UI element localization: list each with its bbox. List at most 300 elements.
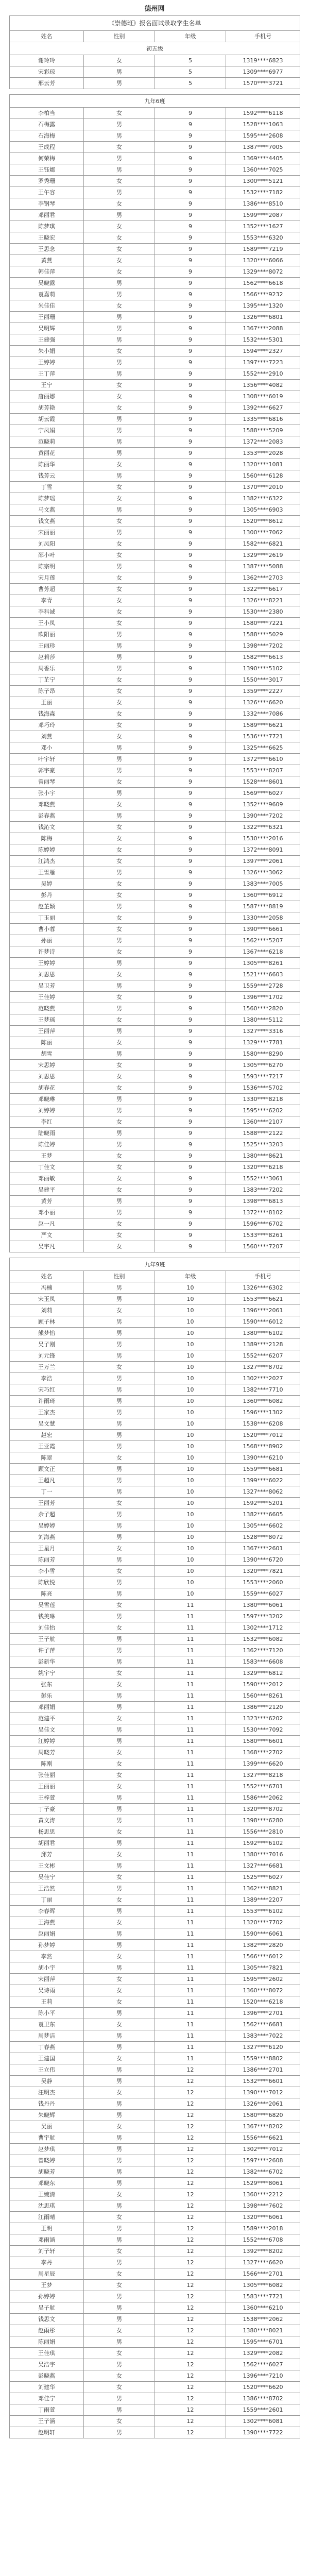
table-row bbox=[10, 1690, 300, 1702]
student-gender: 男 bbox=[84, 357, 155, 368]
student-gender: 女 bbox=[84, 2121, 155, 2132]
student-name: 赵明轩 bbox=[10, 2427, 84, 2438]
student-phone: 1380****6102 bbox=[226, 1328, 300, 1339]
student-name: 王亚霞 bbox=[10, 1441, 84, 1452]
student-name: 陈子昂 bbox=[10, 686, 84, 697]
student-phone: 1330****2058 bbox=[226, 912, 300, 924]
table-row bbox=[10, 1173, 300, 1184]
student-grade: 9 bbox=[155, 448, 226, 459]
student-name: 姚宇宁 bbox=[10, 1668, 84, 1679]
student-grade: 9 bbox=[155, 799, 226, 810]
table-row bbox=[10, 108, 300, 119]
student-gender: 男 bbox=[84, 1048, 155, 1060]
table-row bbox=[10, 1105, 300, 1116]
student-grade: 10 bbox=[155, 1543, 226, 1554]
student-grade: 9 bbox=[155, 742, 226, 754]
student-grade: 12 bbox=[155, 2189, 226, 2200]
student-gender: 男 bbox=[84, 1328, 155, 1339]
student-phone: 1329****2619 bbox=[226, 550, 300, 561]
student-name: 江雨晴 bbox=[10, 2212, 84, 2223]
table-row bbox=[10, 2280, 300, 2291]
table-row bbox=[10, 1679, 300, 1690]
student-name: 邓雨涵 bbox=[10, 2234, 84, 2246]
student-phone: 1326****8221 bbox=[226, 595, 300, 606]
table-row bbox=[10, 1441, 300, 1452]
student-name: 吴子刚 bbox=[10, 1339, 84, 1350]
table-row bbox=[10, 346, 300, 357]
student-phone: 1583****6608 bbox=[226, 1656, 300, 1668]
table-row bbox=[10, 595, 300, 606]
student-name: 陈小平 bbox=[10, 2008, 84, 2019]
student-grade: 10 bbox=[155, 1430, 226, 1441]
student-phone: 1323****6202 bbox=[226, 1713, 300, 1724]
table-row bbox=[10, 1928, 300, 1940]
student-gender: 男 bbox=[84, 278, 155, 289]
student-name: 赵一凡 bbox=[10, 1218, 84, 1230]
student-grade: 11 bbox=[155, 1826, 226, 1838]
student-grade: 10 bbox=[155, 1373, 226, 1384]
student-phone: 1326****2061 bbox=[226, 2098, 300, 2110]
student-phone: 1362****8821 bbox=[226, 1883, 300, 1894]
student-gender: 男 bbox=[84, 2132, 155, 2144]
student-name: 邵小叶 bbox=[10, 550, 84, 561]
student-name: 王家杰 bbox=[10, 1407, 84, 1418]
student-gender: 男 bbox=[84, 1588, 155, 1600]
student-grade: 9 bbox=[155, 493, 226, 504]
table-row bbox=[10, 958, 300, 969]
student-grade: 11 bbox=[155, 1781, 226, 1792]
student-gender: 女 bbox=[84, 391, 155, 402]
student-name: 顾子林 bbox=[10, 1316, 84, 1328]
table-row bbox=[10, 527, 300, 538]
table-row bbox=[10, 1917, 300, 1928]
table-row bbox=[10, 504, 300, 516]
student-phone: 1327****8702 bbox=[226, 1362, 300, 1373]
table-row bbox=[10, 1860, 300, 1872]
student-name: 王思念 bbox=[10, 244, 84, 255]
student-name: 胡云霞 bbox=[10, 414, 84, 425]
student-name: 胡芳艳 bbox=[10, 402, 84, 414]
student-grade: 11 bbox=[155, 2008, 226, 2019]
table-row bbox=[10, 1339, 300, 1350]
student-phone: 1580****6601 bbox=[226, 1736, 300, 1747]
student-phone: 1592****5201 bbox=[226, 1498, 300, 1509]
table-row bbox=[10, 380, 300, 391]
table-row bbox=[10, 1241, 300, 1252]
student-name: 杨思思 bbox=[10, 1826, 84, 1838]
student-name: 丁一 bbox=[10, 1486, 84, 1498]
student-grade: 9 bbox=[155, 289, 226, 300]
student-name: 吴婷婷 bbox=[10, 1520, 84, 1532]
student-gender: 女 bbox=[84, 731, 155, 742]
student-name: 曾丽琴 bbox=[10, 776, 84, 788]
student-grade: 12 bbox=[155, 2144, 226, 2155]
student-gender: 男 bbox=[84, 436, 155, 448]
student-grade: 9 bbox=[155, 1105, 226, 1116]
student-grade: 10 bbox=[155, 1532, 226, 1543]
student-gender: 男 bbox=[84, 1105, 155, 1116]
student-phone: 1327****6681 bbox=[226, 1860, 300, 1872]
table-row bbox=[10, 1656, 300, 1668]
table-row bbox=[10, 2416, 300, 2427]
table-row bbox=[10, 2234, 300, 2246]
student-phone: 1562****6027 bbox=[226, 2359, 300, 2370]
student-name: 陈欣悦 bbox=[10, 1577, 84, 1588]
student-phone: 1552****6207 bbox=[226, 1350, 300, 1362]
student-phone: 1360****6082 bbox=[226, 1396, 300, 1407]
table-row bbox=[10, 1218, 300, 1230]
student-gender: 女 bbox=[84, 2087, 155, 2098]
student-name: 罗秀珊 bbox=[10, 176, 84, 187]
table-row bbox=[10, 1128, 300, 1139]
student-gender: 男 bbox=[84, 2178, 155, 2189]
student-phone: 1305****6903 bbox=[226, 504, 300, 516]
student-phone: 1553****8207 bbox=[226, 765, 300, 776]
student-gender: 女 bbox=[84, 1917, 155, 1928]
table-row bbox=[10, 1894, 300, 1906]
student-phone: 1398****7602 bbox=[226, 2200, 300, 2212]
student-grade: 10 bbox=[155, 1396, 226, 1407]
student-name: 彭新华 bbox=[10, 1656, 84, 1668]
student-grade: 11 bbox=[155, 1849, 226, 1860]
student-grade: 11 bbox=[155, 1894, 226, 1906]
student-grade: 9 bbox=[155, 1037, 226, 1048]
student-phone: 1580****7221 bbox=[226, 618, 300, 629]
student-grade: 9 bbox=[155, 810, 226, 822]
student-gender: 男 bbox=[84, 2042, 155, 2053]
student-grade: 10 bbox=[155, 1316, 226, 1328]
student-gender: 男 bbox=[84, 1094, 155, 1105]
student-name: 李柏当 bbox=[10, 108, 84, 119]
student-grade: 10 bbox=[155, 1452, 226, 1464]
student-gender: 女 bbox=[84, 1985, 155, 1996]
student-name: 吴明辉 bbox=[10, 323, 84, 334]
student-grade: 11 bbox=[155, 1872, 226, 1883]
student-phone: 1599****2087 bbox=[226, 210, 300, 221]
student-gender: 男 bbox=[84, 2427, 155, 2438]
table-row bbox=[10, 425, 300, 436]
student-grade: 9 bbox=[155, 278, 226, 289]
student-gender: 女 bbox=[84, 969, 155, 980]
table-row bbox=[10, 2189, 300, 2200]
table-row bbox=[10, 822, 300, 833]
student-name: 欧阳丽 bbox=[10, 629, 84, 640]
table-row bbox=[10, 1384, 300, 1396]
table-row bbox=[10, 742, 300, 754]
table-row bbox=[10, 1951, 300, 1962]
student-name: 许子萍 bbox=[10, 1645, 84, 1656]
table-row bbox=[10, 1577, 300, 1588]
student-name: 陈丽娟 bbox=[10, 2336, 84, 2348]
table-row bbox=[10, 618, 300, 629]
student-grade: 11 bbox=[155, 1622, 226, 1634]
student-gender: 男 bbox=[84, 448, 155, 459]
student-gender: 男 bbox=[84, 2030, 155, 2042]
table-row bbox=[10, 312, 300, 323]
student-phone: 1529****8061 bbox=[226, 2178, 300, 2189]
student-name: 邓丽敏 bbox=[10, 1173, 84, 1184]
student-gender: 女 bbox=[84, 2246, 155, 2257]
student-phone: 1562****6618 bbox=[226, 278, 300, 289]
student-gender: 男 bbox=[84, 1815, 155, 1826]
student-name: 吴卫芳 bbox=[10, 980, 84, 992]
student-grade: 9 bbox=[155, 867, 226, 878]
student-phone: 1320****6066 bbox=[226, 255, 300, 266]
student-gender: 男 bbox=[84, 2110, 155, 2121]
student-phone: 1368****2702 bbox=[226, 1747, 300, 1758]
student-grade: 9 bbox=[155, 1196, 226, 1207]
student-gender: 男 bbox=[84, 2223, 155, 2234]
student-phone: 1380****5112 bbox=[226, 1014, 300, 1026]
student-name: 朱小娟 bbox=[10, 346, 84, 357]
student-grade: 9 bbox=[155, 674, 226, 686]
student-name: 范晓莉 bbox=[10, 436, 84, 448]
student-phone: 1560****7207 bbox=[226, 1241, 300, 1252]
student-gender: 男 bbox=[84, 1792, 155, 1804]
student-grade: 9 bbox=[155, 572, 226, 584]
student-phone: 1326****6302 bbox=[226, 1282, 300, 1294]
student-name: 吴建平 bbox=[10, 1184, 84, 1196]
student-gender: 女 bbox=[84, 799, 155, 810]
student-name: 王小凤 bbox=[10, 618, 84, 629]
student-name: 汪明杰 bbox=[10, 2087, 84, 2098]
student-gender: 女 bbox=[84, 584, 155, 595]
student-gender: 女 bbox=[84, 595, 155, 606]
student-name: 吴诗雨 bbox=[10, 1985, 84, 1996]
student-name: 丁子豪 bbox=[10, 1804, 84, 1815]
student-phone: 1592****6118 bbox=[226, 108, 300, 119]
table-row bbox=[10, 1475, 300, 1486]
student-phone: 1327****6620 bbox=[226, 2257, 300, 2268]
student-grade: 11 bbox=[155, 1951, 226, 1962]
student-name: 赵宏 bbox=[10, 1430, 84, 1441]
table-row bbox=[10, 2098, 300, 2110]
table-row bbox=[10, 674, 300, 686]
student-grade: 12 bbox=[155, 2212, 226, 2223]
student-gender: 女 bbox=[84, 2382, 155, 2393]
student-gender: 女 bbox=[84, 2189, 155, 2200]
column-header-row bbox=[10, 1271, 300, 1282]
student-name: 李春晖 bbox=[10, 1906, 84, 1917]
student-grade: 9 bbox=[155, 1207, 226, 1218]
student-phone: 1329****7781 bbox=[226, 1037, 300, 1048]
student-gender: 男 bbox=[84, 1883, 155, 1894]
student-grade: 11 bbox=[155, 1634, 226, 1645]
student-name: 丁春燕 bbox=[10, 2042, 84, 2053]
student-name: 吴雪莲 bbox=[10, 1600, 84, 1611]
student-gender: 男 bbox=[84, 1128, 155, 1139]
student-name: 刘佳怡 bbox=[10, 1622, 84, 1634]
table-row bbox=[10, 1588, 300, 1600]
column-header-name: 姓名 bbox=[10, 1271, 84, 1282]
table-row bbox=[10, 720, 300, 731]
student-phone: 1589****6621 bbox=[226, 720, 300, 731]
student-name: 吴浩宇 bbox=[10, 2359, 84, 2370]
table-row bbox=[10, 1883, 300, 1894]
student-phone: 1319****6823 bbox=[226, 55, 300, 66]
student-grade: 10 bbox=[155, 1486, 226, 1498]
student-name: 丁雨萱 bbox=[10, 2404, 84, 2416]
student-name: 王梦瑶 bbox=[10, 1014, 84, 1026]
student-phone: 1372****8102 bbox=[226, 1207, 300, 1218]
student-name: 宋丽丽 bbox=[10, 527, 84, 538]
student-name: 王婷婷 bbox=[10, 357, 84, 368]
student-name: 宋月莲 bbox=[10, 572, 84, 584]
table-row bbox=[10, 1962, 300, 1974]
student-name: 彭晓燕 bbox=[10, 2370, 84, 2382]
table-row bbox=[10, 2427, 300, 2438]
student-gender: 女 bbox=[84, 1872, 155, 1883]
student-gender: 男 bbox=[84, 289, 155, 300]
student-name: 邓晓琳 bbox=[10, 1094, 84, 1105]
student-phone: 1308****6019 bbox=[226, 391, 300, 402]
student-gender: 女 bbox=[84, 538, 155, 550]
student-gender: 女 bbox=[84, 1498, 155, 1509]
student-gender: 女 bbox=[84, 55, 155, 66]
student-name: 邓丽君 bbox=[10, 210, 84, 221]
student-name: 王丽萍 bbox=[10, 1026, 84, 1037]
student-grade: 11 bbox=[155, 1668, 226, 1679]
table-row bbox=[10, 153, 300, 164]
student-grade: 9 bbox=[155, 312, 226, 323]
student-gender: 男 bbox=[84, 1486, 155, 1498]
column-header-gender: 性别 bbox=[84, 31, 155, 42]
student-gender: 女 bbox=[84, 1713, 155, 1724]
student-gender: 女 bbox=[84, 1014, 155, 1026]
student-phone: 1383****7022 bbox=[226, 2030, 300, 2042]
student-gender: 男 bbox=[84, 1906, 155, 1917]
student-gender: 女 bbox=[84, 1826, 155, 1838]
table-row bbox=[10, 1418, 300, 1430]
student-phone: 1550****3017 bbox=[226, 674, 300, 686]
student-phone: 1386****2701 bbox=[226, 2064, 300, 2076]
student-phone: 1520****8612 bbox=[226, 516, 300, 527]
student-gender: 男 bbox=[84, 414, 155, 425]
student-grade: 9 bbox=[155, 606, 226, 618]
student-name: 邓晓东 bbox=[10, 2178, 84, 2189]
student-name: 陈丽华 bbox=[10, 459, 84, 470]
student-phone: 1396****2061 bbox=[226, 1305, 300, 1316]
student-grade: 9 bbox=[155, 1071, 226, 1082]
table-row bbox=[10, 1611, 300, 1622]
student-grade: 11 bbox=[155, 1860, 226, 1872]
student-phone: 1325****6625 bbox=[226, 742, 300, 754]
table-row bbox=[10, 2314, 300, 2325]
table-row bbox=[10, 1872, 300, 1883]
student-gender: 女 bbox=[84, 2370, 155, 2382]
student-phone: 1530****7092 bbox=[226, 1724, 300, 1736]
student-gender: 男 bbox=[84, 334, 155, 346]
student-phone: 1356****4082 bbox=[226, 380, 300, 391]
student-name: 丁佳文 bbox=[10, 1162, 84, 1173]
student-gender: 女 bbox=[84, 2212, 155, 2223]
student-grade: 9 bbox=[155, 1026, 226, 1037]
student-phone: 1329****2082 bbox=[226, 2348, 300, 2359]
student-grade: 12 bbox=[155, 2076, 226, 2087]
student-phone: 1559****2728 bbox=[226, 980, 300, 992]
student-gender: 男 bbox=[84, 2144, 155, 2155]
student-gender: 男 bbox=[84, 810, 155, 822]
student-name: 吴静 bbox=[10, 2076, 84, 2087]
student-phone: 1395****1320 bbox=[226, 300, 300, 312]
table-row bbox=[10, 550, 300, 561]
student-name: 孙梦婷 bbox=[10, 1940, 84, 1951]
student-gender: 男 bbox=[84, 640, 155, 652]
table-row bbox=[10, 1184, 300, 1196]
section-gap-cell bbox=[10, 1252, 300, 1258]
student-grade: 9 bbox=[155, 266, 226, 278]
table-row bbox=[10, 1294, 300, 1305]
student-grade: 11 bbox=[155, 1690, 226, 1702]
table-row bbox=[10, 1985, 300, 1996]
table-row bbox=[10, 2008, 300, 2019]
table-row bbox=[10, 2064, 300, 2076]
student-gender: 男 bbox=[84, 2336, 155, 2348]
student-name: 王海燕 bbox=[10, 1917, 84, 1928]
table-row bbox=[10, 2359, 300, 2370]
student-gender: 男 bbox=[84, 958, 155, 969]
student-name: 曾晓婷 bbox=[10, 2155, 84, 2166]
student-gender: 男 bbox=[84, 1838, 155, 1849]
student-phone: 1532****5301 bbox=[226, 334, 300, 346]
student-gender: 男 bbox=[84, 652, 155, 663]
table-row bbox=[10, 2382, 300, 2393]
student-grade: 11 bbox=[155, 1758, 226, 1770]
student-phone: 1372****2083 bbox=[226, 436, 300, 448]
student-phone: 1530****2380 bbox=[226, 606, 300, 618]
student-name: 王梓萱 bbox=[10, 1792, 84, 1804]
student-gender: 女 bbox=[84, 1241, 155, 1252]
student-gender: 男 bbox=[84, 2076, 155, 2087]
student-name: 顾文正 bbox=[10, 1464, 84, 1475]
student-gender: 男 bbox=[84, 1350, 155, 1362]
student-phone: 1552****3061 bbox=[226, 1173, 300, 1184]
student-name: 孙丽 bbox=[10, 935, 84, 946]
student-phone: 1560****8261 bbox=[226, 1690, 300, 1702]
student-grade: 12 bbox=[155, 2087, 226, 2098]
student-gender: 女 bbox=[84, 221, 155, 232]
table-row bbox=[10, 255, 300, 266]
student-gender: 女 bbox=[84, 878, 155, 890]
student-gender: 男 bbox=[84, 1282, 155, 1294]
student-gender: 男 bbox=[84, 1509, 155, 1520]
student-name: 吴婷 bbox=[10, 878, 84, 890]
student-grade: 12 bbox=[155, 2336, 226, 2348]
student-grade: 9 bbox=[155, 663, 226, 674]
student-phone: 1352****1627 bbox=[226, 221, 300, 232]
student-grade: 12 bbox=[155, 2280, 226, 2291]
student-gender: 女 bbox=[84, 1566, 155, 1577]
student-name: 王文彬 bbox=[10, 1860, 84, 1872]
student-grade: 9 bbox=[155, 958, 226, 969]
table-row bbox=[10, 1014, 300, 1026]
table-row bbox=[10, 2370, 300, 2382]
student-gender: 男 bbox=[84, 2098, 155, 2110]
student-name: 李科诚 bbox=[10, 606, 84, 618]
table-row bbox=[10, 334, 300, 346]
student-grade: 10 bbox=[155, 1282, 226, 1294]
student-name: 王丽 bbox=[10, 697, 84, 708]
table-row bbox=[10, 289, 300, 300]
table-row bbox=[10, 1906, 300, 1917]
student-grade: 9 bbox=[155, 244, 226, 255]
student-name: 黄丽花 bbox=[10, 448, 84, 459]
student-phone: 1305****6270 bbox=[226, 1060, 300, 1071]
student-name: 王婉清 bbox=[10, 2189, 84, 2200]
table-row bbox=[10, 2302, 300, 2314]
student-grade: 12 bbox=[155, 2098, 226, 2110]
student-name: 刘思思 bbox=[10, 969, 84, 980]
